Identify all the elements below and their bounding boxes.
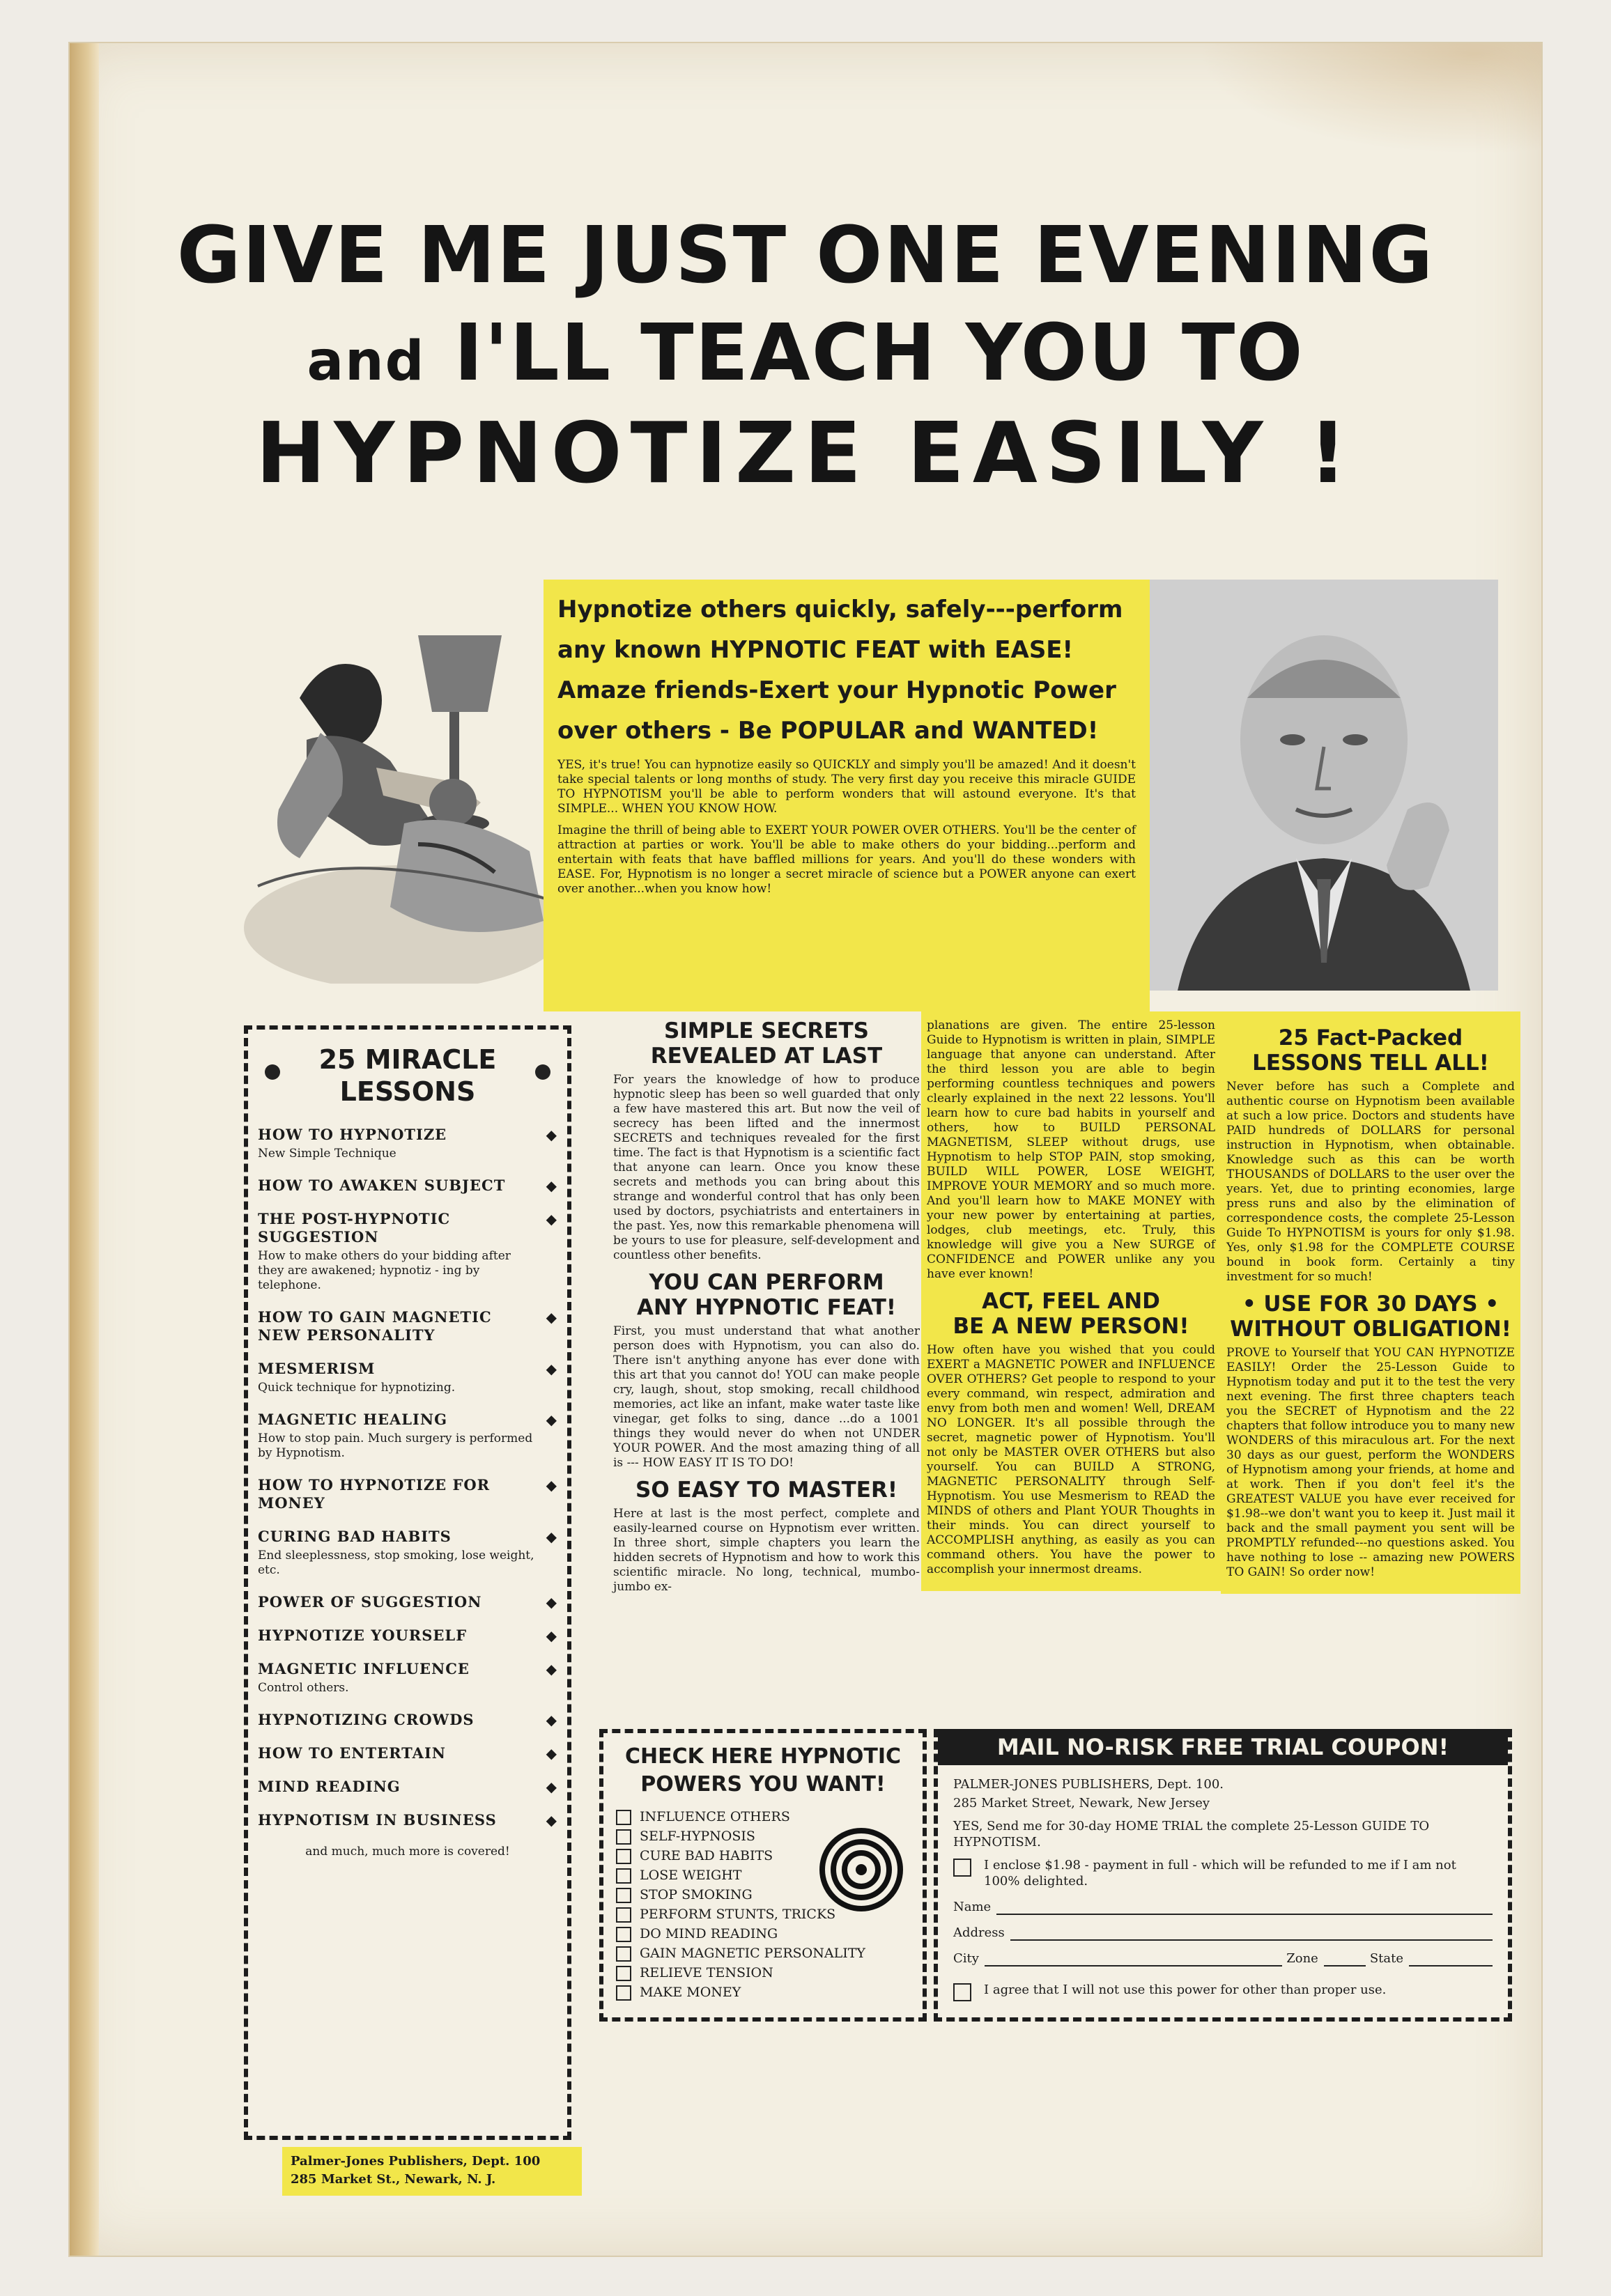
city-blank[interactable]: [985, 1953, 1282, 1967]
section-body: planations are given. The entire 25-lesson Guide to Hypnotism is written in plain, SIMPLE language that anyone can understand. After the third lesson you are able to begin performing countless techniques and powers clearly explained in the next 22 lessons. You'll learn how to cure bad habits in yourself and others, how to BUILD PERSONAL MAGNETISM, SLEEP without drugs, use Hypnotism to help STOP PAIN, stop smoking, BUILD WILL POWER, LOSE WEIGHT, IMPROVE YOUR MEMORY and so much more. And you'll learn how to MAKE MONEY with your new power by entertaining at parties, lodges, club meetings, etc. Truly, this knowledge will give you a New SURGE of CONFIDENCE and POWER unlike any you have ever known!: [927, 1018, 1215, 1281]
checkbox[interactable]: [616, 1868, 631, 1884]
section-body: Here at last is the most perfect, complete and easily-learned course on Hypnotism ever written. In three short, simple chapters you learn the hidden secrets of Hypnotism and how to work this scientific miracle. No long, technical, mumbo-jumbo ex-: [613, 1507, 920, 1594]
checklist-item[interactable]: GAIN MAGNETIC PERSONALITY: [616, 1944, 910, 1963]
bullet-dot-left: [265, 1064, 280, 1080]
intro-body: [557, 758, 1136, 897]
lesson-item: HOW TO GAIN MAGNETIC NEW PERSONALITY ◆: [258, 1308, 557, 1344]
lessons-more: and much, much more is covered!: [305, 1845, 510, 1859]
section-heading: YOU CAN PERFORM ANY HYPNOTIC FEAT!: [636, 1270, 897, 1320]
lesson-item: MIND READING ◆: [258, 1778, 557, 1796]
coupon-yes: YES, Send me for 30-day HOME TRIAL the complete 25-Lesson GUIDE TO HYPNOTISM.: [953, 1819, 1430, 1849]
lesson-item: HYPNOTIZE YOURSELF ◆: [258, 1627, 557, 1645]
checkbox[interactable]: [616, 1966, 631, 1981]
column-1: [613, 1011, 920, 1601]
headline-and: and: [307, 330, 426, 393]
coupon-agree-row[interactable]: [953, 1982, 1493, 2001]
checkbox[interactable]: [616, 1946, 631, 1962]
lesson-item: THE POST-HYPNOTIC SUGGESTION How to make others do your bidding after they are awakened; hypnotiz - ing by telephone. ◆: [258, 1210, 557, 1293]
checklist-item[interactable]: PERFORM STUNTS, TRICKS: [616, 1905, 910, 1924]
coupon-body: [953, 1776, 1493, 2001]
trial-coupon: [934, 1729, 1512, 2022]
checklist-item[interactable]: STOP SMOKING: [616, 1885, 910, 1905]
checkbox[interactable]: [616, 1888, 631, 1903]
name-blank[interactable]: [996, 1901, 1493, 1915]
lesson-item: HOW TO AWAKEN SUBJECT ◆: [258, 1177, 557, 1195]
agree-checkbox[interactable]: [953, 1983, 971, 2001]
zone-blank[interactable]: [1324, 1953, 1366, 1967]
section-heading: ACT, FEEL AND BE A NEW PERSON!: [953, 1289, 1189, 1339]
column-3: [1221, 1011, 1520, 1594]
section-body: For years the knowledge of how to produce hypnotic sleep has been so well guarded that only a few have mastered this art. But now the veil of secrecy has been lifted and the innermost SECRETS and techniques revealed for the first time. The fact is that Hypnotism is a scientific fact that anyone can learn. Once you know these secrets and methods you can bring about this strange and wonderful control that has only been used by doctors, psychiatrists and entertainers in the past. Yes, now this remarkable phenomena will be yours to use for pleasure, self-development and countless other benefits.: [613, 1073, 920, 1262]
headline-line2-rest: I'LL TEACH YOU TO: [425, 308, 1304, 398]
checkbox[interactable]: [616, 1907, 631, 1923]
section-body: First, you must understand that what another person does with Hypnotism, you can also do. There isn't anything anyone has ever done with this art that you cannot do! YOU can make people cry, laugh, shout, stop smoking, recall childhood memories, act like an infant, make water taste like vinegar, get folks to sing, dance ...do a 1001 things they would never do when not UNDER YOUR POWER. And the most amazing thing of all is --- HOW EASY IT IS TO DO!: [613, 1324, 920, 1470]
checkbox[interactable]: [616, 1927, 631, 1942]
section-body: PROVE to Yourself that YOU CAN HYPNOTIZE EASILY! Order the 25-Lesson Guide to Hypnotism today and put it to the test the very next evening. The first three chapters teach you the SECRET of Hypnotism and the 22 chapters that follow introduce you to many new WONDERS of this miraculous art. For the next 30 days as our guest, perform the WONDERS of Hypnotism among your friends, at home and at work. Then if you don't feel it's the GREATEST VALUE you have ever received for $1.98--we don't want you to keep it. Just mail it back and the small payment you sent will be PROMPTLY refunded---no questions asked. You have nothing to lose -- amazing new POWERS TO GAIN! So order now!: [1226, 1346, 1515, 1579]
lesson-item: HOW TO HYPNOTIZE New Simple Technique ◆: [258, 1126, 557, 1161]
checklist-item[interactable]: RELIEVE TENSION: [616, 1963, 910, 1983]
bullet-dot-right: [535, 1064, 550, 1080]
checklist-item[interactable]: LOSE WEIGHT: [616, 1866, 910, 1885]
address-field[interactable]: [953, 1925, 1493, 1941]
coupon-publisher: PALMER-JONES PUBLISHERS, Dept. 100.: [953, 1777, 1224, 1792]
headline-line2: [70, 308, 1541, 398]
lesson-item: CURING BAD HABITS End sleeplessness, stop smoking, lose weight, etc. ◆: [258, 1528, 557, 1578]
section-heading: • USE FOR 30 DAYS • WITHOUT OBLIGATION!: [1230, 1292, 1511, 1342]
publisher-line1: Palmer-Jones Publishers, Dept. 100: [291, 2154, 541, 2169]
coupon-address: 285 Market Street, Newark, New Jersey: [953, 1796, 1210, 1810]
lessons-list: [258, 1126, 557, 1829]
city-field[interactable]: [953, 1950, 1493, 1967]
lesson-item: MAGNETIC HEALING How to stop pain. Much surgery is performed by Hypnotism. ◆: [258, 1411, 557, 1461]
lesson-item: HYPNOTISM IN BUSINESS ◆: [258, 1811, 557, 1829]
lesson-item: HOW TO ENTERTAIN ◆: [258, 1744, 557, 1762]
lesson-item: MAGNETIC INFLUENCE Control others. ◆: [258, 1660, 557, 1696]
section-body: How often have you wished that you could EXERT a MAGNETIC POWER and INFLUENCE OVER OTHERS? Get people to respond to your every command, win respect, admiration and envy from both men and women! Well, DREAM NO LONGER. It's all possible through the secret, magnetic power of Hypnotism. You'll not only be MASTER OVER OTHERS but also yourself. You can BUILD A STRONG, MAGNETIC PERSONALITY through Self-Hypnotism. You use Mesmerism to READ the MINDS of others and Plant YOUR Thoughts in their minds. You can direct yourself to ACCOMPLISH anything, as easily as you can command others. You have the power to accomplish your innermost dreams.: [927, 1343, 1215, 1576]
section-heading: SO EASY TO MASTER!: [635, 1477, 897, 1503]
name-label: Name: [953, 1900, 992, 1914]
portrait-photo: [1150, 580, 1498, 991]
lesson-item: HOW TO HYPNOTIZE FOR MONEY ◆: [258, 1476, 557, 1512]
name-field[interactable]: [953, 1899, 1493, 1915]
coupon-enclose-row[interactable]: [953, 1857, 1493, 1889]
publisher-box: [282, 2147, 582, 2196]
lessons-title-line1: 25 MIRACLE: [318, 1044, 497, 1075]
headline-line3: HYPNOTIZE EASILY !: [255, 405, 1356, 502]
checklist-item[interactable]: MAKE MONEY: [616, 1983, 910, 2002]
checkbox[interactable]: [616, 1849, 631, 1864]
lesson-item: HYPNOTIZING CROWDS ◆: [258, 1711, 557, 1729]
headline-line1: GIVE ME JUST ONE EVENING: [176, 210, 1435, 301]
intro-heading-3: Amaze friends-Exert your Hypnotic Power: [557, 676, 1116, 704]
column-2: [921, 1011, 1221, 1591]
miracle-lessons-box: [244, 1025, 571, 2140]
checklist-item[interactable]: CURE BAD HABITS: [616, 1846, 910, 1866]
checklist-item[interactable]: INFLUENCE OTHERS: [616, 1807, 910, 1826]
section-body: Never before has such a Complete and authentic course on Hypnotism been available at such a low price. Doctors and students have PAID hundreds of DOLLARS for personal instruction in Hypnotism, when obtainable. Knowledge such as this can be worth THOUSANDS of DOLLARS to the user over the years. Yet, due to printing economies, large press runs and also by the elimination of correspondence costs, the complete 25-Lesson Guide To HYPNOTISM is yours for only $1.98. Yes, only $1.98 for the COMPLETE COURSE bound in book form. Certainly a tiny investment for so much!: [1226, 1080, 1515, 1284]
state-blank[interactable]: [1409, 1953, 1493, 1967]
checklist-items: [616, 1807, 910, 2002]
back-cover-page: [68, 42, 1543, 2257]
zone-label: Zone: [1286, 1951, 1318, 1966]
coupon-agree-text: I agree that I will not use this power for other than proper use.: [984, 1983, 1387, 1997]
section-heading: 25 Fact-Packed LESSONS TELL ALL!: [1252, 1025, 1489, 1076]
city-label: City: [953, 1951, 979, 1966]
lesson-item: POWER OF SUGGESTION ◆: [258, 1593, 557, 1611]
intro-box: [544, 580, 1150, 1011]
state-label: State: [1369, 1951, 1403, 1966]
enclose-checkbox[interactable]: [953, 1859, 971, 1877]
coupon-title: MAIL NO-RISK FREE TRIAL COUPON!: [938, 1729, 1508, 1765]
checklist-item[interactable]: DO MIND READING: [616, 1924, 910, 1944]
checkbox[interactable]: [616, 1985, 631, 2001]
intro-heading-1: Hypnotize others quickly, safely---perform: [557, 596, 1123, 623]
lessons-title: [258, 1044, 557, 1108]
hypnotic-powers-checklist: [599, 1729, 927, 2022]
coupon-enclose-text: I enclose $1.98 - payment in full - which will be refunded to me if I am not 100% delighted.: [984, 1858, 1456, 1888]
checkbox[interactable]: [616, 1810, 631, 1825]
lesson-item: MESMERISM Quick technique for hypnotizing. ◆: [258, 1360, 557, 1395]
hypnotist-illustration: [237, 594, 571, 984]
checklist-item[interactable]: SELF-HYPNOSIS: [616, 1826, 910, 1846]
checkbox[interactable]: [616, 1829, 631, 1845]
spiral-target-icon: [819, 1828, 903, 1911]
checklist-title: CHECK HERE HYPNOTIC POWERS YOU WANT!: [624, 1744, 902, 1797]
intro-heading-2: any known HYPNOTIC FEAT with EASE!: [557, 636, 1074, 664]
intro-paragraph-1: YES, it's true! You can hypnotize easily so QUICKLY and simply you'll be amazed! And it doesn't take special talents or long months of study. The very first day you receive this miracle GUIDE TO HYPNOTISM you'll be able to perform wonders that will astound everyone. It's that SIMPLE... WHEN YOU KNOW HOW.: [557, 758, 1136, 816]
intro-paragraph-2: Imagine the thrill of being able to EXERT YOUR POWER OVER OTHERS. You'll be the center of attraction at parties or work. You'll be able to make others do your bidding...perform and entertain with feats that have baffled millions for years. And you'll do these wonders with EASE. For, Hypnotism is no longer a secret miracle of science but a POWER anyone can exert over another...when you know how!: [557, 823, 1136, 896]
lessons-title-line2: LESSONS: [339, 1076, 476, 1107]
intro-heading-4: over others - Be POPULAR and WANTED!: [557, 717, 1099, 745]
publisher-line2: 285 Market St., Newark, N. J.: [291, 2172, 496, 2187]
address-blank[interactable]: [1010, 1927, 1493, 1941]
paper-stain: [1198, 43, 1541, 155]
section-heading: SIMPLE SECRETS REVEALED AT LAST: [650, 1018, 883, 1069]
address-label: Address: [953, 1925, 1005, 1940]
